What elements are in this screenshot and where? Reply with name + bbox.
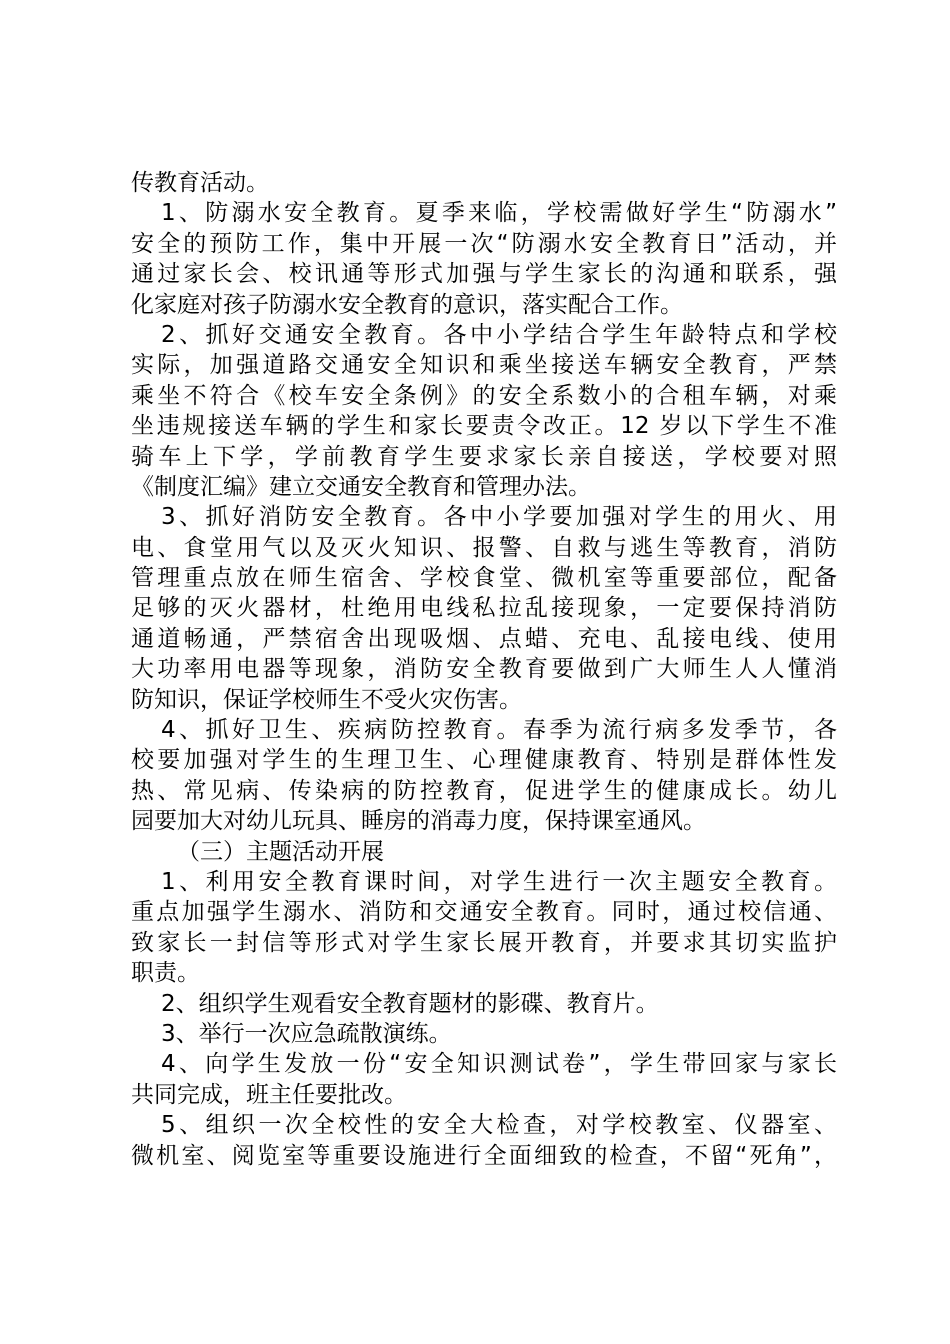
text-line: 热、常见病、传染病的防控教育，促进学生的健康成长。幼儿	[131, 777, 837, 804]
text-line: 重点加强学生溺水、消防和交通安全教育。同时，通过校信通、	[131, 899, 837, 926]
text-line: 4、向学生发放一份“安全知识测试卷”，学生带回家与家长	[161, 1051, 837, 1078]
text-line: 微机室、阅览室等重要设施进行全面细致的检查，不留“死角”，	[131, 1142, 837, 1169]
text-line: 4、抓好卫生、疾病防控教育。春季为流行病多发季节，各	[161, 717, 837, 744]
text-line: 骑车上下学，学前教育学生要求家长亲自接送，学校要对照	[131, 443, 837, 470]
document-body	[131, 168, 837, 1171]
text-line: 《制度汇编》建立交通安全教育和管理办法。	[131, 473, 591, 500]
text-line: 园要加大对幼儿玩具、睡房的消毒力度，保持课室通风。	[131, 808, 706, 835]
text-line: 防知识，保证学校师生不受火灾伤害。	[131, 686, 522, 713]
text-line: 2、组织学生观看安全教育题材的影碟、教育片。	[161, 990, 659, 1017]
text-line: 坐违规接送车辆的学生和家长要责令改正。12 岁以下学生不准	[131, 413, 837, 440]
text-line: 乘坐不符合《校车安全条例》的安全系数小的合租车辆，对乘	[131, 382, 837, 409]
text-line: 管理重点放在师生宿舍、学校食堂、微机室等重要部位，配备	[131, 565, 837, 592]
section-heading: （三）主题活动开展	[177, 838, 384, 865]
text-line: 电、食堂用气以及灭火知识、报警、自救与逃生等教育，消防	[131, 534, 837, 561]
text-line: 1、利用安全教育课时间，对学生进行一次主题安全教育。	[161, 868, 837, 895]
text-line: 通过家长会、校讯通等形式加强与学生家长的沟通和联系，强	[131, 261, 837, 288]
text-line: 实际，加强道路交通安全知识和乘坐接送车辆安全教育，严禁	[131, 352, 837, 379]
text-line: 2、抓好交通安全教育。各中小学结合学生年龄特点和学校	[161, 321, 837, 348]
text-line: 传教育活动。	[131, 170, 269, 196]
text-line: 5、组织一次全校性的安全大检查，对学校教室、仪器室、	[161, 1112, 837, 1139]
text-line: 3、抓好消防安全教育。各中小学要加强对学生的用火、用	[161, 504, 837, 531]
text-line: 安全的预防工作，集中开展一次“防溺水安全教育日”活动，并	[131, 230, 837, 257]
text-line: 化家庭对孩子防溺水安全教育的意识，落实配合工作。	[131, 291, 683, 318]
text-line: 1、防溺水安全教育。夏季来临，学校需做好学生“防溺水”	[161, 200, 837, 227]
text-line: 足够的灭火器材，杜绝用电线私拉乱接现象，一定要保持消防	[131, 595, 837, 622]
text-line: 通道畅通，严禁宿舍出现吸烟、点蜡、充电、乱接电线、使用	[131, 625, 837, 652]
text-line: 校要加强对学生的生理卫生、心理健康教育、特别是群体性发	[131, 747, 837, 774]
text-line: 致家长一封信等形式对学生家长展开教育，并要求其切实监护	[131, 929, 837, 956]
text-line: 共同完成，班主任要批改。	[131, 1081, 407, 1108]
text-line: 3、举行一次应急疏散演练。	[161, 1020, 452, 1047]
text-line: 职责。	[131, 960, 200, 987]
text-line: 大功率用电器等现象，消防安全教育要做到广大师生人人懂消	[131, 656, 837, 683]
